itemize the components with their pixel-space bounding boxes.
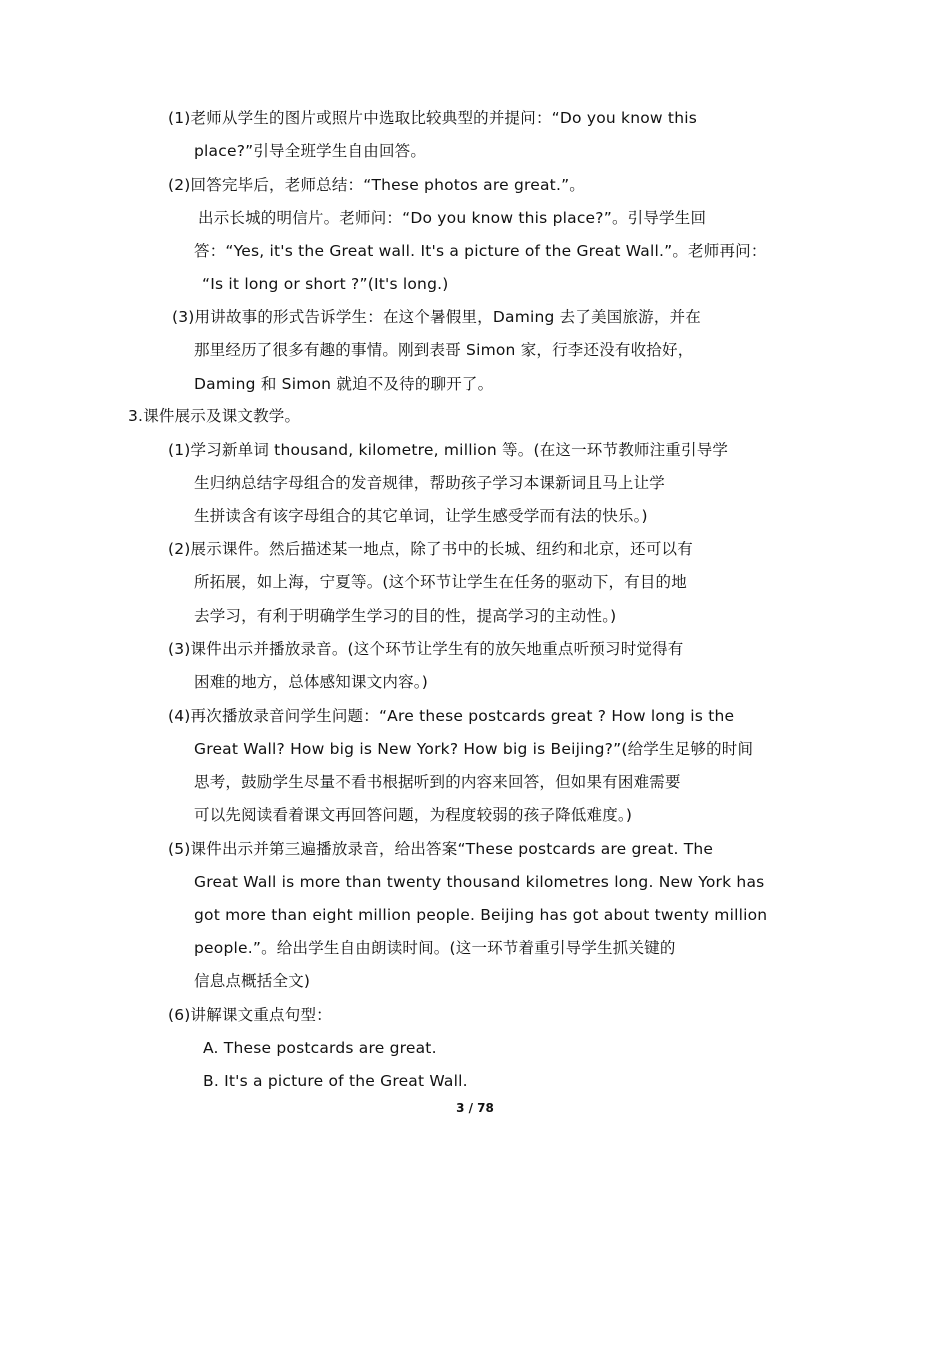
text-line: 信息点概括全文) [194,972,311,990]
text-line: (3)用讲故事的形式告诉学生：在这个暑假里，Daming 去了美国旅游，并在 [172,308,701,326]
text-line: place?”引导全班学生自由回答。 [194,142,427,160]
text-line: (5)课件出示并第三遍播放录音，给出答案“These postcards are great. The [168,840,714,858]
text-line: (6)讲解课文重点句型： [168,1006,332,1024]
page-number: 3 / 78 [456,1101,494,1115]
text-line: 所拓展，如上海，宁夏等。(这个环节让学生在任务的驱动下，有目的地 [194,573,687,591]
text-line: “Is it long or short ?”(It's long.) [202,275,449,293]
text-line: 去学习，有利于明确学生学习的目的性，提高学习的主动性。) [194,607,617,625]
text-line: 生拼读含有该字母组合的其它单词，让学生感受学而有法的快乐。) [194,507,648,525]
text-line: B. It's a picture of the Great Wall. [203,1072,468,1090]
text-line: 那里经历了很多有趣的事情。刚到表哥 Simon 家，行李还没有收拾好， [194,341,694,359]
text-line: (3)课件出示并播放录音。(这个环节让学生有的放矢地重点听预习时觉得有 [168,640,684,658]
text-line: Great Wall? How big is New York? How big is Beijing?”(给学生足够的时间 [194,740,754,758]
text-line: 生归纳总结字母组合的发音规律，帮助孩子学习本课新词且马上让学 [194,474,666,492]
text-line: Daming 和 Simon 就迫不及待的聊开了。 [194,375,494,393]
text-line: 答：“Yes, it's the Great wall. It's a picture of the Great Wall.”。老师再问： [194,242,767,260]
text-line: got more than eight million people. Beijing has got about twenty million [194,906,768,924]
text-line: (1)学习新单词 thousand, kilometre, million 等。(在这一环节教师注重引导学 [168,441,729,459]
text-line: (1)老师从学生的图片或照片中选取比较典型的并提问：“Do you know this [168,109,698,127]
text-line: 出示长城的明信片。老师问：“Do you know this place?”。引导学生回 [198,209,707,227]
text-line: (2)回答完毕后，老师总结：“These photos are great.”。 [168,176,585,194]
text-line: A. These postcards are great. [203,1039,437,1057]
text-line: people.”。给出学生自由朗读时间。(这一环节着重引导学生抓关键的 [194,939,676,957]
text-line: Great Wall is more than twenty thousand kilometres long. New York has [194,873,765,891]
section-heading: 3.课件展示及课文教学。 [128,407,301,425]
text-line: 可以先阅读看着课文再回答问题，为程度较弱的孩子降低难度。) [194,806,633,824]
text-line: (4)再次播放录音问学生问题：“Are these postcards great ? How long is the [168,707,735,725]
text-line: 困难的地方，总体感知课文内容。) [194,673,428,691]
text-line: (2)展示课件。然后描述某一地点，除了书中的长城、纽约和北京，还可以有 [168,540,693,558]
text-line: 思考，鼓励学生尽量不看书根据听到的内容来回答，但如果有困难需要 [194,773,681,791]
